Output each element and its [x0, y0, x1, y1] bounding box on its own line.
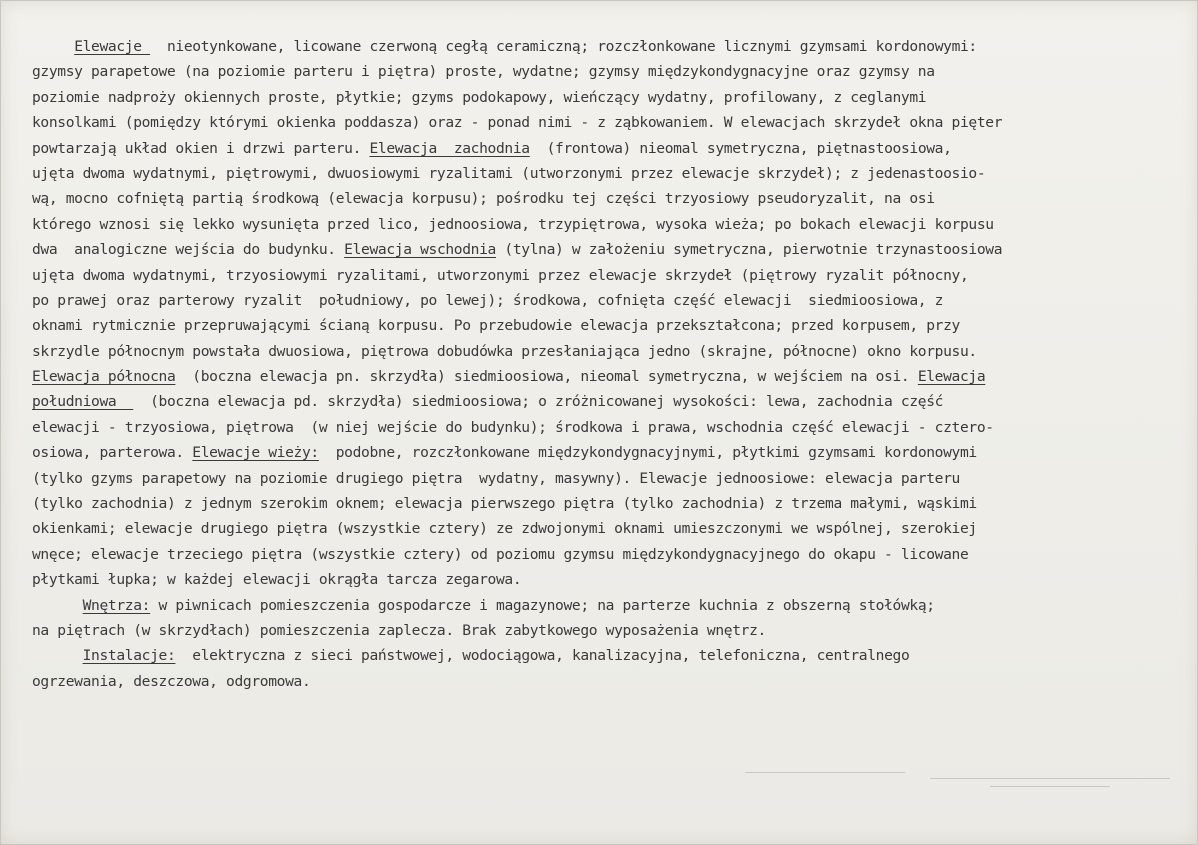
- text-segment: nieotynkowane, licowane czerwoną cegłą ceramiczną; rozczłonkowane licznymi gzymsami kordonowymi:: [150, 38, 977, 55]
- text-segment: (tylko zachodnia) z jednym szerokim oknem; elewacja pierwszego piętra (tylko zachodnia) z trzema małymi, wąskimi: [32, 495, 977, 513]
- text-segment: (frontowa) nieomal symetryczna, piętnastoosiowa,: [529, 139, 952, 157]
- text-line: [32, 313, 1192, 338]
- underlined-heading: południowa: [32, 393, 134, 411]
- text-segment: (tylko gzyms parapetowy na poziomie drugiego piętra wydatny, masywny). Elewacje jednoosiowe: elewacja parteru: [32, 469, 960, 487]
- text-segment: płytkami łupka; w każdej elewacji okrągła tarcza zegarowa.: [32, 571, 522, 589]
- text-segment: powtarzają układ okien i drzwi parteru.: [32, 139, 370, 157]
- text-line: [32, 339, 1192, 364]
- text-segment: wą, mocno cofniętą partią środkową (elewacja korpusu); pośrodku tej części trzyosiowy pseudoryzalit, na osi: [32, 190, 935, 208]
- text-line: [32, 516, 1192, 541]
- text-segment: osiowa, parterowa.: [32, 444, 193, 462]
- text-segment: ujęta dwoma wydatnymi, piętrowymi, dwuosiowymi ryzalitami (utworzonymi przez elewacje skrzydeł); z jedenastoosio-: [32, 164, 986, 182]
- text-line: [32, 186, 1192, 211]
- text-segment: poziomie nadproży okiennych proste, płytkie; gzyms podokapowy, wieńczący wydatny, profilowany, z ceglanymi: [32, 88, 927, 106]
- text-line: [32, 237, 1192, 262]
- text-segment: (boczna elewacja pd. skrzydła) siedmioosiowa; o zróżnicowanej wysokości: lewa, zachodnia część: [133, 393, 944, 411]
- text-line: [32, 364, 1192, 389]
- text-segment: oknami rytmicznie przepruwającymi ścianą korpusu. Po przebudowie elewacja przekształcona; przed korpusem, przy: [32, 317, 960, 335]
- underlined-heading: Wnętrza:: [82, 596, 151, 614]
- text-segment: elektryczna z sieci państwowej, wodociągowa, kanalizacyjna, telefoniczna, centralnego: [175, 647, 910, 665]
- underlined-heading: Elewacja północna: [32, 368, 176, 386]
- typewritten-text-block: [32, 34, 1192, 694]
- text-line: [32, 466, 1192, 491]
- faint-mark: [745, 772, 905, 773]
- text-segment: podobne, rozczłonkowane międzykondygnacyjnymi, płytkimi gzymsami kordonowymi: [318, 444, 977, 462]
- text-line: [32, 415, 1192, 440]
- underlined-heading: Instalacje:: [82, 647, 176, 665]
- text-segment: skrzydle północnym powstała dwuosiowa, piętrowa dobudówka przesłaniająca jedno (skrajne, północne) okno korpusu.: [32, 342, 977, 360]
- text-line: [32, 593, 1192, 618]
- text-segment: (tylna) w założeniu symetryczna, pierwotnie trzynastoosiowa: [496, 241, 1003, 259]
- text-segment: elewacji - trzyosiowa, piętrowa (w niej wejście do budynku); środkowa i prawa, wschodnia część elewacji - cztero-: [32, 418, 994, 436]
- underlined-heading: Elewacja wschodnia: [344, 241, 496, 259]
- text-segment: ogrzewania, deszczowa, odgromowa.: [32, 672, 311, 690]
- text-line: [32, 643, 1192, 668]
- text-segment: na piętrach (w skrzydłach) pomieszczenia zaplecza. Brak zabytkowego wyposażenia wnętrz.: [32, 621, 766, 639]
- text-segment: [32, 597, 83, 614]
- text-segment: dwa analogiczne wejścia do budynku.: [32, 241, 345, 259]
- text-line: [32, 59, 1192, 84]
- text-line: [32, 161, 1192, 186]
- text-line: [32, 389, 1192, 414]
- text-line: [32, 567, 1192, 592]
- faint-mark: [930, 778, 1170, 779]
- text-segment: [32, 38, 74, 55]
- text-segment: wnęce; elewacje trzeciego piętra (wszystkie cztery) od poziomu gzymsu międzykondygnacyjnego do okapu - licowane: [32, 545, 969, 563]
- text-line: [32, 440, 1192, 465]
- faint-mark: [990, 786, 1110, 787]
- text-line: [32, 85, 1192, 110]
- text-line: [32, 669, 1192, 694]
- underlined-heading: Elewacja: [917, 368, 986, 386]
- text-segment: konsolkami (pomiędzy którymi okienka poddasza) oraz - ponad nimi - z ząbkowaniem. W elewacjach skrzydeł okna pięter: [32, 114, 1003, 132]
- text-line: [32, 618, 1192, 643]
- text-line: [32, 263, 1192, 288]
- underlined-heading: Elewacje: [74, 38, 151, 55]
- underlined-heading: Elewacja zachodnia: [369, 139, 530, 157]
- text-segment: którego wznosi się lekko wysunięta przed lico, jednoosiowa, trzypiętrowa, wysoka wieża; po bokach elewacji korpusu: [32, 215, 994, 233]
- text-line: [32, 542, 1192, 567]
- text-line: [32, 212, 1192, 237]
- text-segment: [32, 647, 83, 664]
- underlined-heading: Elewacje wieży:: [192, 444, 319, 462]
- text-line: [32, 136, 1192, 161]
- text-segment: ujęta dwoma wydatnymi, trzyosiowymi ryzalitami, utworzonymi przez elewacje skrzydeł (piętrowy ryzalit północny,: [32, 266, 969, 284]
- text-segment: gzymsy parapetowe (na poziomie parteru i piętra) proste, wydatne; gzymsy międzykondygnacyjne oraz gzymsy na: [32, 63, 935, 81]
- text-line: [32, 110, 1192, 135]
- text-segment: okienkami; elewacje drugiego piętra (wszystkie cztery) ze zdwojonymi oknami umieszczonymi we wspólnej, szerokiej: [32, 520, 977, 538]
- text-line: [32, 491, 1192, 516]
- text-line: [32, 288, 1192, 313]
- text-segment: w piwnicach pomieszczenia gospodarcze i magazynowe; na parterze kuchnia z obszerną stołówką;: [150, 596, 935, 614]
- text-segment: po prawej oraz parterowy ryzalit południowy, po lewej); środkowa, cofnięta część elewacji siedmioosiowa, z: [32, 291, 944, 309]
- text-line: [32, 34, 1192, 59]
- text-segment: (boczna elewacja pn. skrzydła) siedmioosiowa, nieomal symetryczna, w wejściem na osi.: [175, 368, 918, 386]
